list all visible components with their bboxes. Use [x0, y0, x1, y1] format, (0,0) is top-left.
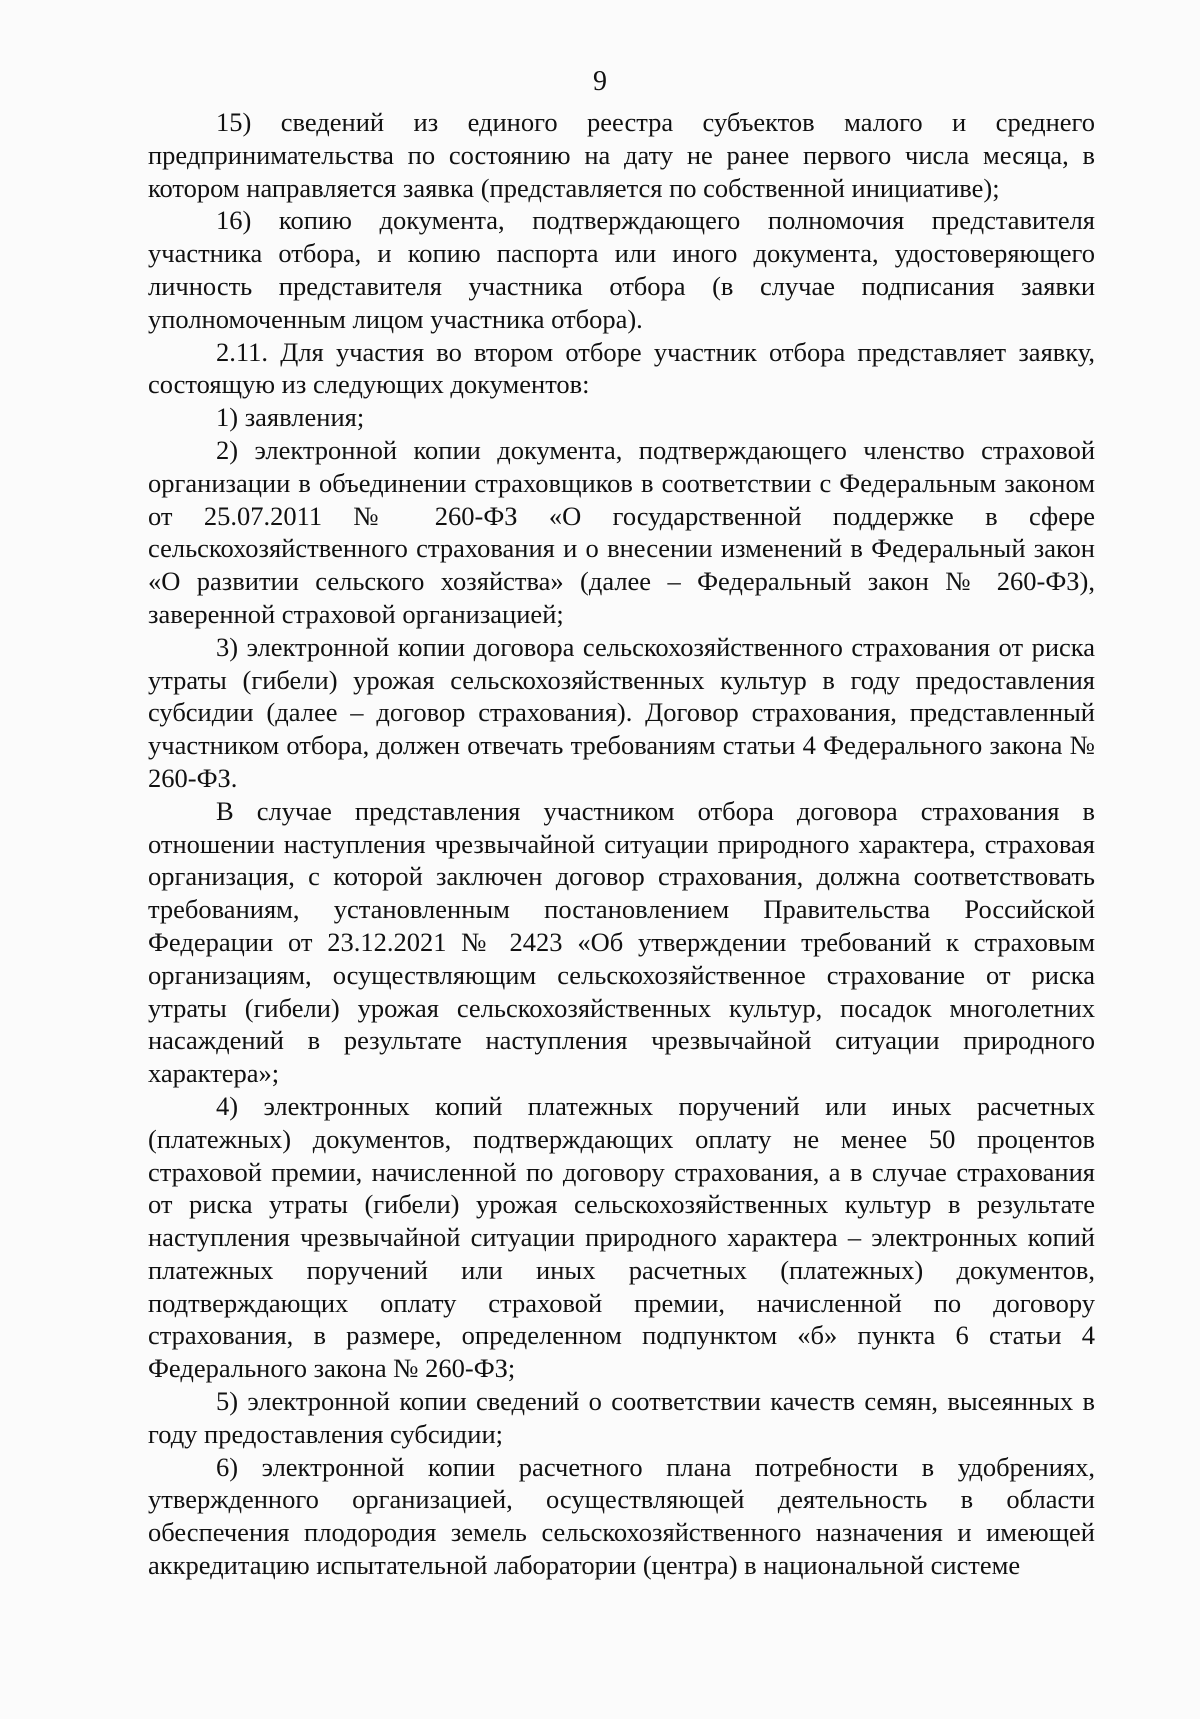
- paragraph-item-6: 6) электронной копии расчетного плана потребности в удобрениях, утвержденного организацией, осуществляющей деятельность в области обеспечения плодородия земель сельскохозяйственного назначения и имеющей аккредитацию испытательной лаборатории (центра) в национальной системе: [148, 1451, 1095, 1581]
- paragraph-item-5: 5) электронной копии сведений о соответствии качеств семян, высеянных в году предоставления субсидии;: [148, 1386, 1095, 1449]
- paragraph-item-15: 15) сведений из единого реестра субъектов малого и среднего предпринимательства по состоянию на дату не ранее первого числа месяца, в котором направляется заявка (представляется по собственной инициативе);: [148, 107, 1095, 203]
- paragraph-section-2-11: 2.11. Для участия во втором отборе участник отбора представляет заявку, состоящую из следующих документов:: [148, 336, 1095, 400]
- paragraph-item-16: 16) копию документа, подтверждающего полномочия представителя участника отбора, и копию паспорта или иного документа, удостоверяющего личность представителя участника отбора (в случае подписания заявки уполномоченным лицом участника отбора).: [148, 205, 1095, 334]
- paragraph-emergency-case: В случае представления участником отбора договора страхования в отношении наступления чрезвычайной ситуации природного характера, страховая организация, с которой заключен договор страхования, должна соответствовать требованиям, установленным постановлением Правительства Российской Федерации от 23.12.2021 № 2423 «Об утверждении требований к страховым организациям, осуществляющим сельскохозяйственное страхование от риска утраты (гибели) урожая сельскохозяйственных культур, посадок многолетних насаждений в результате наступления чрезвычайной ситуации природного характера»;: [148, 795, 1095, 1089]
- page-number: 9: [593, 66, 607, 97]
- paragraph-item-1: 1) заявления;: [216, 402, 365, 433]
- document-body: [148, 106, 1095, 1582]
- paragraph-item-4: 4) электронных копий платежных поручений или иных расчетных (платежных) документов, подтверждающих оплату не менее 50 процентов страховой премии, начисленной по договору страхования, а в случае страхования от риска утраты (гибели) урожая сельскохозяйственных культур в результате наступления чрезвычайной ситуации природного характера – электронных копий платежных поручений или иных расчетных (платежных) документов, подтверждающих оплату страховой премии, начисленной по договору страхования, в размере, определенном подпунктом «б» пункта 6 статьи 4 Федерального закона № 260-ФЗ;: [148, 1090, 1095, 1384]
- paragraph-item-2: 2) электронной копии документа, подтверждающего членство страховой организации в объединении страховщиков в соответствии с Федеральным законом от 25.07.2011 № 260-ФЗ «О государственной поддержке в сфере сельскохозяйственного страхования и о внесении изменений в Федеральный закон «О развитии сельского хозяйства» (далее – Федеральный закон № 260-ФЗ), заверенной страховой организацией;: [148, 434, 1095, 629]
- paragraph-item-3: 3) электронной копии договора сельскохозяйственного страхования от риска утраты (гибели) урожая сельскохозяйственных культур в году предоставления субсидии (далее – договор страхования). Договор страхования, представленный участником отбора, должен отвечать требованиям статьи 4 Федерального закона № 260-ФЗ.: [148, 631, 1095, 793]
